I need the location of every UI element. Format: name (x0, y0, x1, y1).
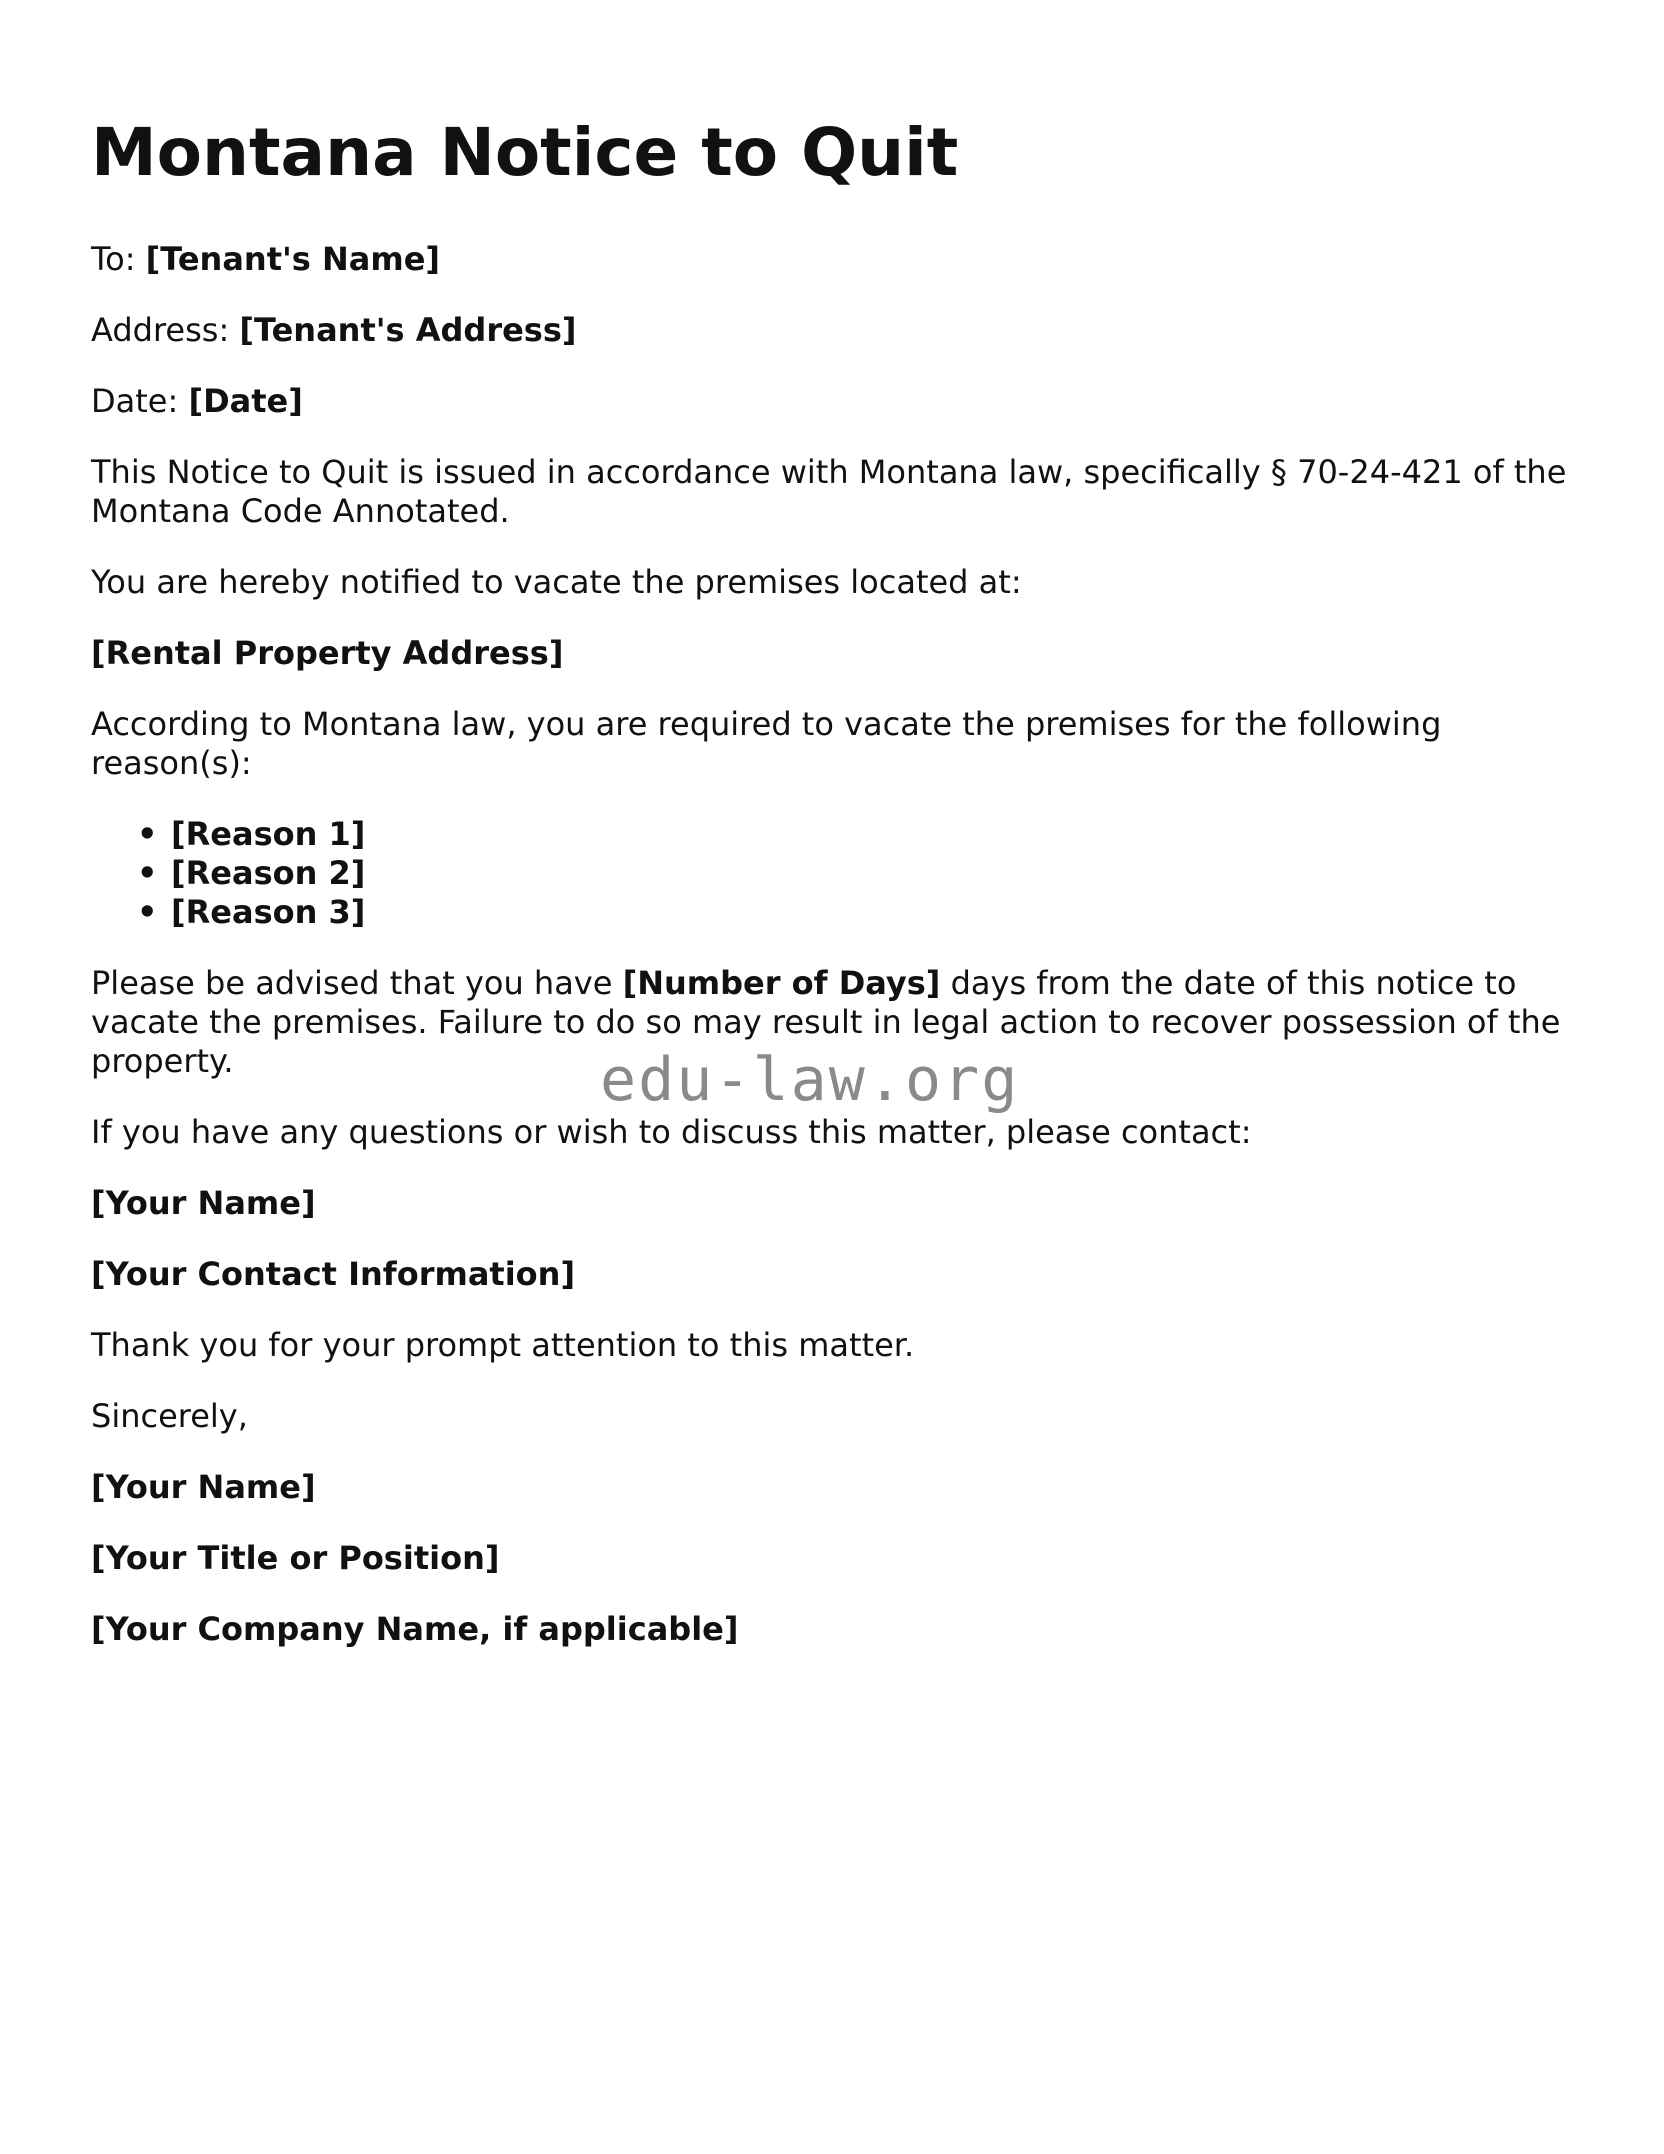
closing-line: Sincerely, (91, 1397, 248, 1435)
reason-text: [Reason 3] (171, 893, 366, 931)
intro-paragraph: This Notice to Quit is issued in accordance with Montana law, specifically § 70-24-421 of the Montana Code Annotated. (91, 453, 1567, 530)
property-address-value: [Rental Property Address] (91, 634, 564, 672)
signature-title (91, 1539, 1571, 1578)
bullet-icon: • (137, 854, 158, 892)
signature-company (91, 1610, 1571, 1649)
contact-info-value: [Your Contact Information] (91, 1255, 576, 1293)
to-label: To: (91, 240, 136, 278)
bullet-icon: • (137, 893, 158, 931)
vacate-notice: You are hereby notified to vacate the premises located at: (91, 563, 1022, 601)
tenant-name: [Tenant's Name] (145, 240, 441, 278)
notice-date: [Date] (188, 382, 303, 420)
address-line (91, 311, 1571, 350)
list-item (137, 893, 1571, 932)
signature-company-value: [Your Company Name, if applicable] (91, 1610, 739, 1648)
date-line (91, 382, 1571, 421)
tenant-address: [Tenant's Address] (239, 311, 577, 349)
contact-name-value: [Your Name] (91, 1184, 316, 1222)
document-page (91, 112, 1571, 1681)
signature-name (91, 1468, 1571, 1507)
reason-text: [Reason 2] (171, 854, 366, 892)
days-notice-after: days from the date of this notice to vacate the premises. Failure to do so may result in legal action to recover possession of the property. (91, 964, 1561, 1080)
number-of-days: [Number of Days] (622, 964, 941, 1002)
thanks-line: Thank you for your prompt attention to this matter. (91, 1326, 915, 1364)
signature-title-value: [Your Title or Position] (91, 1539, 500, 1577)
signature-name-value: [Your Name] (91, 1468, 316, 1506)
watermark: edu-law.org (600, 1045, 1020, 1115)
days-notice-before: Please be advised that you have (91, 964, 623, 1002)
contact-info (91, 1255, 1571, 1294)
reasons-intro: According to Montana law, you are required to vacate the premises for the following reason(s): (91, 705, 1442, 782)
bullet-icon: • (137, 815, 158, 853)
contact-intro: If you have any questions or wish to discuss this matter, please contact: (91, 1113, 1252, 1151)
reasons-list (91, 815, 1571, 932)
document-title: Montana Notice to Quit (91, 114, 959, 191)
reason-text: [Reason 1] (171, 815, 366, 853)
contact-name (91, 1184, 1571, 1223)
list-item (137, 815, 1571, 854)
address-label: Address: (91, 311, 230, 349)
to-line (91, 240, 1571, 279)
date-label: Date: (91, 382, 179, 420)
list-item (137, 854, 1571, 893)
property-address (91, 634, 1571, 673)
